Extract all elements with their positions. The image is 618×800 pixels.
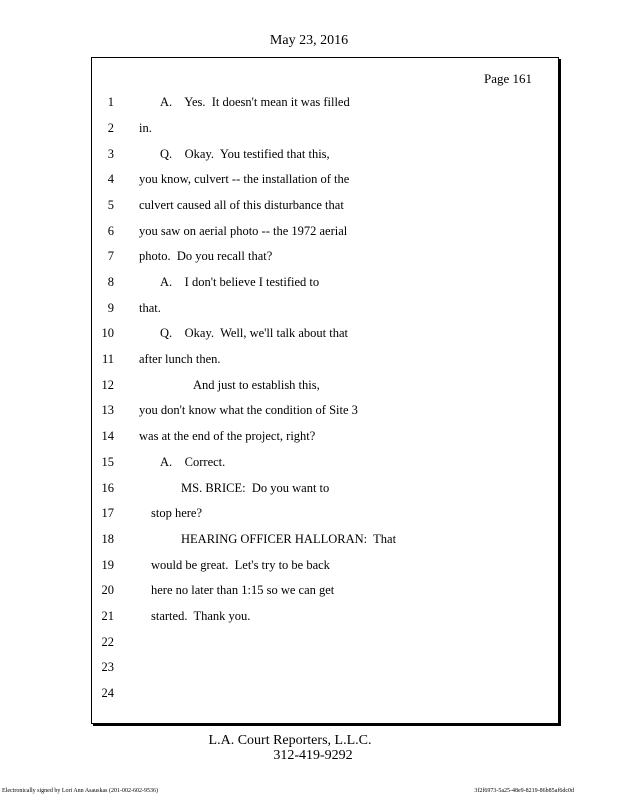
line-number: 21	[101, 609, 114, 623]
transcript-line: A. I don't believe I testified to	[160, 275, 320, 289]
line-number: 11	[101, 352, 114, 366]
transcript-line: here no later than 1:15 so we can get	[151, 583, 335, 597]
page-number: Page 161	[484, 71, 533, 86]
footer-company: L.A. Court Reporters, L.L.C.	[208, 733, 372, 748]
electronic-signature-note: Electronically signed by Lori Ann Asauskas (201-002-602-9536)	[2, 788, 158, 794]
transcript-line: after lunch then.	[139, 352, 221, 366]
transcript-line: Q. Okay. Well, we'll talk about that	[160, 326, 349, 340]
transcript-line: you know, culvert -- the installation of the	[139, 172, 350, 186]
transcript-line: that.	[139, 301, 161, 315]
transcript-line: stop here?	[151, 506, 203, 520]
line-number: 5	[107, 198, 114, 212]
transcript-line: A. Yes. It doesn't mean it was filled	[160, 95, 350, 109]
transcript-line: MS. BRICE: Do you want to	[181, 481, 330, 495]
line-number: 13	[101, 403, 114, 417]
document-hash: 3f2f6973-5a25-48e9-8219-86b85af6dc0d	[474, 788, 574, 794]
line-number: 22	[101, 635, 114, 649]
transcript-line: was at the end of the project, right?	[139, 429, 316, 443]
line-number: 12	[101, 378, 114, 392]
transcript-line: in.	[139, 121, 152, 135]
line-number: 4	[107, 172, 114, 186]
transcript-line: Q. Okay. You testified that this,	[160, 147, 330, 161]
line-number: 23	[101, 660, 114, 674]
line-number: 10	[101, 326, 114, 340]
transcript-line: And just to establish this,	[193, 378, 320, 392]
line-number: 6	[107, 224, 114, 238]
transcript-line: you saw on aerial photo -- the 1972 aerial	[139, 224, 348, 238]
line-number: 17	[101, 506, 114, 520]
line-number: 18	[101, 532, 114, 546]
transcript-line: A. Correct.	[160, 455, 226, 469]
line-number: 7	[107, 249, 114, 263]
header-date: May 23, 2016	[269, 33, 349, 48]
footer-phone: 312-419-9292	[273, 748, 353, 763]
line-number: 24	[101, 686, 114, 700]
line-number: 8	[107, 275, 114, 289]
line-number: 15	[101, 455, 114, 469]
line-number: 9	[107, 301, 114, 315]
transcript-line: started. Thank you.	[151, 609, 251, 623]
transcript-line: you don't know what the condition of Site 3	[139, 403, 358, 417]
line-number: 16	[101, 481, 114, 495]
transcript-line: HEARING OFFICER HALLORAN: That	[181, 532, 397, 546]
transcript-line: would be great. Let's try to be back	[151, 558, 330, 572]
line-number: 19	[101, 558, 114, 572]
transcript-line: culvert caused all of this disturbance that	[139, 198, 344, 212]
transcript-line: photo. Do you recall that?	[139, 249, 273, 263]
line-number: 1	[107, 95, 114, 109]
line-number: 3	[107, 147, 114, 161]
line-number: 20	[101, 583, 114, 597]
line-number: 2	[107, 121, 114, 135]
line-number: 14	[101, 429, 114, 443]
